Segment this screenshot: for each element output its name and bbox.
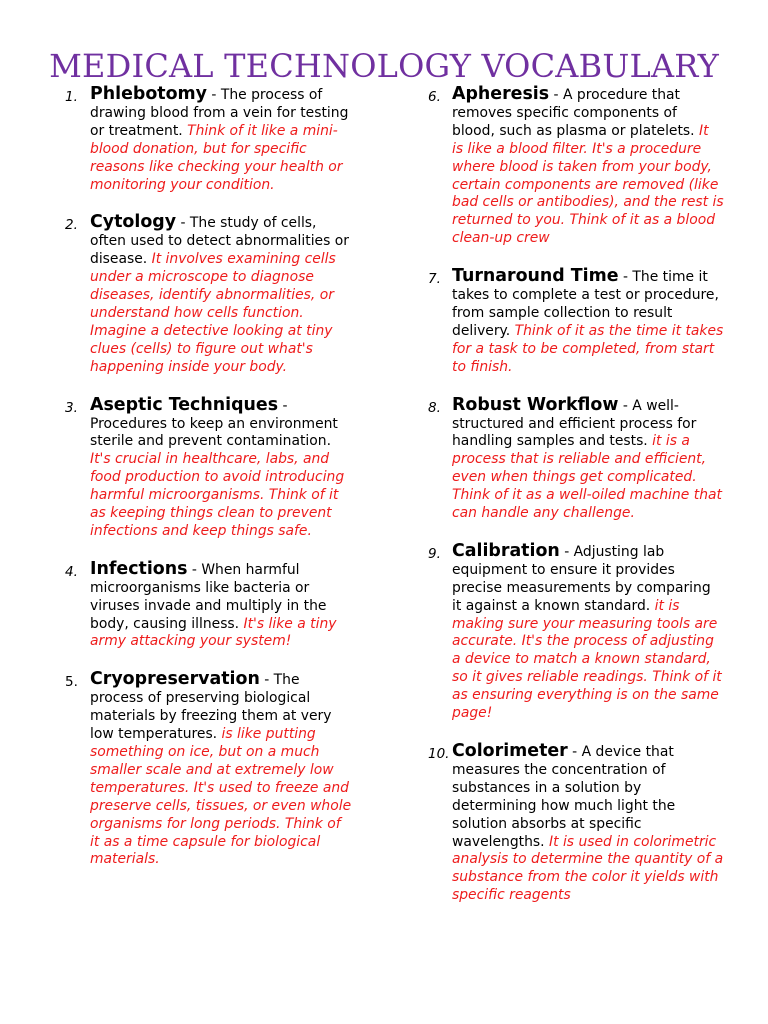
entry-term: Infections: [90, 558, 188, 579]
entry-term: Cryopreservation: [90, 669, 260, 690]
entry-analogy: it is a process that is reliable and efficient, even when things get complicated. Think of it as a well-oiled machine that can handle any challenge.: [452, 433, 722, 522]
entry-number: 1.: [65, 89, 78, 105]
entry-analogy: it is making sure your measuring tools are accurate. It's the process of adjusting a device to match a known standard, so it gives reliable readings. Think of it as ensuring everything is on the same page!: [452, 597, 722, 722]
vocab-entry-apheresis: [428, 86, 724, 248]
entry-definition: - A device that measures the concentration of substances in a solution by determining how much light the solution absorbs at specific wavelengths.: [452, 744, 676, 850]
entry-number: 3.: [65, 399, 78, 416]
vocab-entry-infections: [62, 558, 352, 652]
entry-term: Calibration: [452, 540, 560, 561]
entry-definition: - The process of drawing blood from a vein for testing or treatment.: [90, 87, 349, 139]
page-title: MEDICAL TECHNOLOGY VOCABULARY: [49, 47, 719, 85]
vocab-entry-calibration: [428, 540, 724, 723]
entry-analogy: It's crucial in healthcare, labs, and food production to avoid introducing harmful microorganisms. Think of it as keeping things clean to prevent infections and keep things safe.: [90, 451, 345, 539]
entry-term: Turnaround Time: [452, 266, 619, 287]
vocab-entry-cytology: [62, 214, 352, 376]
vocab-entry-phlebotomy: [62, 86, 352, 194]
entry-definition: - When harmful microorganisms like bacteria or viruses invade and multiply in the body, causing illness.: [90, 561, 327, 632]
vocab-entry-turnaround-time: [428, 268, 724, 376]
entry-analogy: It is like a blood filter. It's a procedure where blood is taken from your body, certain components are removed (like bad cells or antibodies), and the rest is returned to you. Think of it as a blood clean-up crew: [452, 122, 724, 247]
entry-definition: - Procedures to keep an environment sterile and prevent contamination.: [90, 397, 338, 450]
entry-number: 2.: [65, 217, 78, 234]
vocabulary-column-left: [62, 86, 352, 869]
entry-number: 8.: [428, 399, 441, 416]
entry-number: 5.: [65, 674, 78, 691]
entry-number: 4.: [65, 563, 78, 580]
entry-analogy: It's like a tiny army attacking your system!: [90, 615, 337, 650]
entry-term: Cytology: [90, 212, 177, 233]
entry-definition: - The study of cells, often used to detect abnormalities or disease.: [90, 215, 349, 268]
entry-definition: - The time it takes to complete a test or procedure, from sample collection to result delivery.: [452, 269, 719, 339]
vocab-entry-aseptic-techniques: [62, 394, 352, 541]
entry-number: 10.: [428, 746, 450, 762]
entry-definition: - A well-structured and efficient process for handling samples and tests.: [452, 397, 697, 450]
entry-definition: - A procedure that removes specific components of blood, such as plasma or platelets.: [452, 87, 699, 139]
entry-definition: - The process of preserving biological materials by freezing them at very low temperatures.: [90, 672, 332, 743]
vocab-entry-colorimeter: [428, 743, 724, 905]
entry-term: Aseptic Techniques: [90, 394, 279, 415]
entry-analogy: Think of it like a mini-blood donation, but for specific reasons like checking your health or monitoring your condition.: [90, 122, 343, 193]
entry-term: Phlebotomy: [90, 84, 207, 104]
entry-number: 7.: [428, 271, 441, 288]
entry-analogy: is like putting something on ice, but on a much smaller scale and at extremely low temperatures. It's used to freeze and preserve cells, tissues, or even whole organisms for long periods. Think of it as a time capsule for biological materials.: [90, 726, 352, 868]
entry-definition: - Adjusting lab equipment to ensure it provides precise measurements by comparing it against a known standard.: [452, 543, 711, 614]
entry-number: 9.: [428, 545, 441, 562]
vocab-entry-cryopreservation: [62, 671, 352, 869]
entry-analogy: Think of it as the time it takes for a task to be completed, from start to finish.: [452, 322, 724, 375]
vocabulary-column-right: [428, 86, 724, 905]
entry-analogy: It is used in colorimetric analysis to determine the quantity of a substance from the color it yields with specific reagents: [452, 833, 724, 904]
entry-analogy: It involves examining cells under a microscope to diagnose diseases, identify abnormalities, or understand how cells function. Imagine a detective looking at tiny clues (cells) to figure out what's happening inside your body.: [90, 251, 336, 375]
entry-term: Apheresis: [452, 84, 550, 104]
vocab-entry-robust-workflow: [428, 394, 724, 523]
entry-term: Robust Workflow: [452, 394, 619, 415]
entry-number: 6.: [428, 89, 441, 105]
entry-term: Colorimeter: [452, 741, 568, 761]
